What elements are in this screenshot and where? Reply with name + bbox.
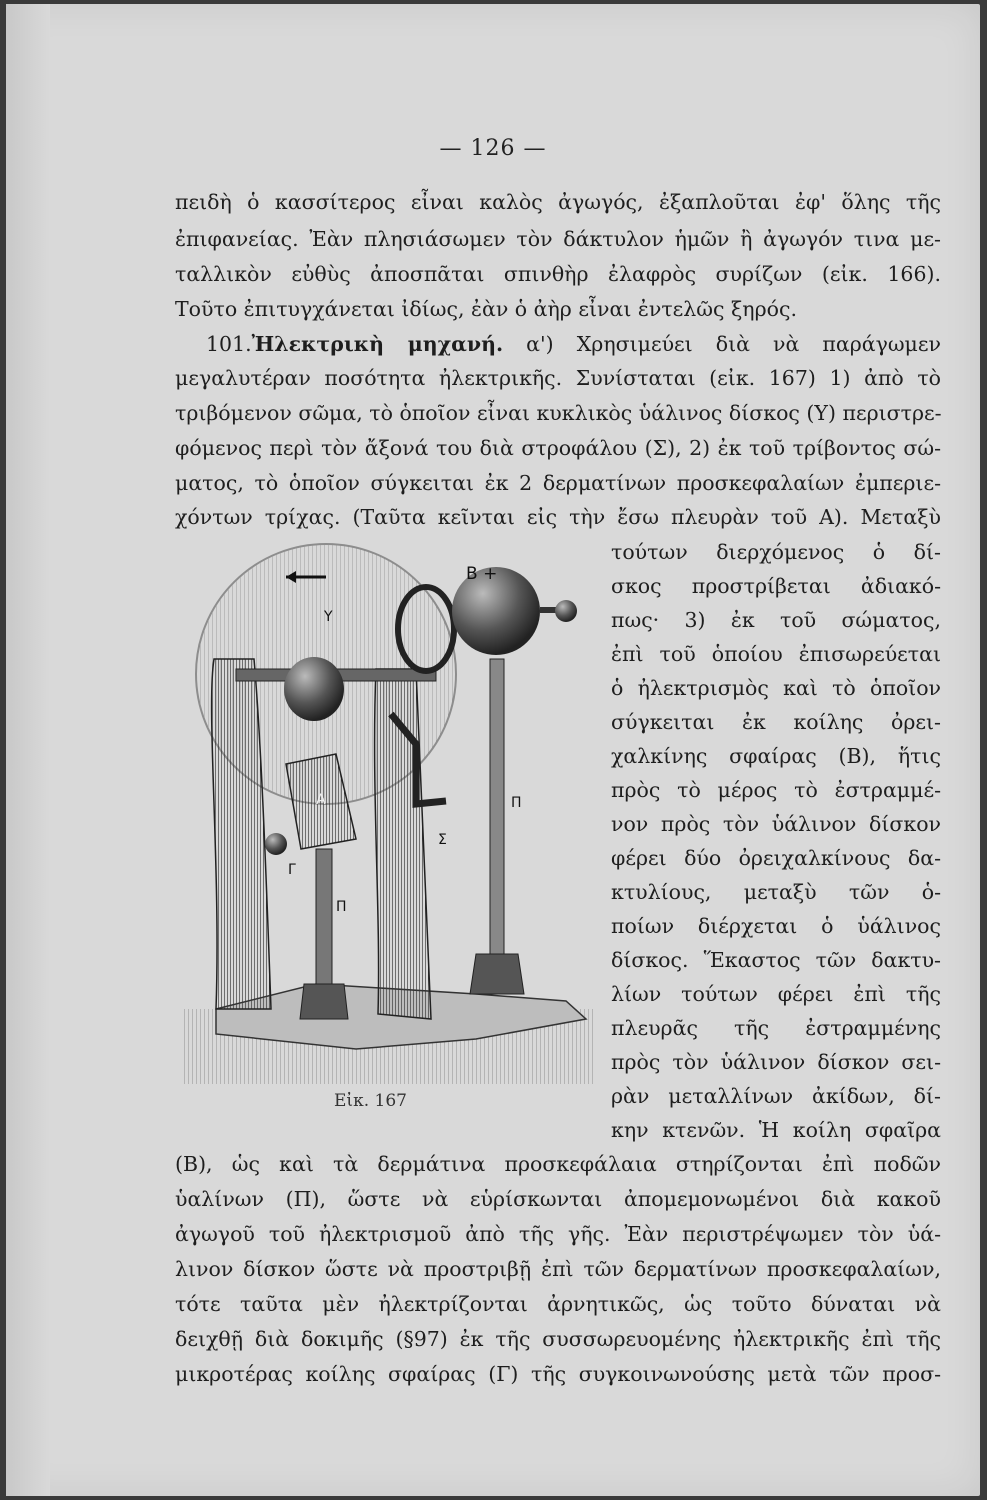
section-number: 101. [206, 332, 252, 356]
text-line: κην κτενῶν. Ἡ κοίλη σφαῖρα [611, 1118, 941, 1142]
text-line: νον πρὸς τὸν ὑάλινον δίσκον [611, 812, 941, 836]
text-line: ἀγωγοῦ τοῦ ἠλεκτρισμοῦ ἀπὸ τῆς γῆς. Ἐὰν περιστρέψωμεν τὸν ὑά- [175, 1222, 941, 1246]
text-line: πειδὴ ὁ κασσίτερος εἶναι καλὸς ἀγωγός, ἐξαπλοῦται ἐφ' ὅλης τῆς [175, 190, 941, 214]
text-line: τριβόμενον σῶμα, τὸ ὁποῖον εἶναι κυκλικὸς ὑάλινος δίσκος (Υ) περιστρε- [175, 401, 942, 425]
book-page [6, 4, 980, 1496]
text-line: πρὸς τὸν ὑάλινον δίσκον σει- [611, 1050, 941, 1074]
label-gamma: Γ [288, 862, 296, 878]
label-sigma: Σ [438, 832, 447, 848]
text-line: ἐπιφανείας. Ἐὰν πλησιάσωμεν τὸν δάκτυλον ἡμῶν ἢ ἀγωγόν τινα με- [175, 227, 941, 251]
electric-machine-illustration [176, 539, 601, 1099]
text-line: δίσκος. Ἕκαστος τῶν δακτυ- [611, 948, 941, 972]
text-line: ὁ ἠλεκτρισμὸς καὶ τὸ ὁποῖον [611, 676, 941, 700]
text-line: φέρει δύο ὀρειχαλκίνους δα- [611, 846, 941, 870]
text-line: τότε ταῦτα μὲν ἠλεκτρίζονται ἀρνητικῶς, ὡς τοῦτο δύναται νὰ [175, 1292, 941, 1316]
label-pi-1: Π [511, 795, 522, 811]
label-pi-2: Π [336, 899, 347, 915]
page-gutter [6, 4, 50, 1496]
text-line: Τοῦτο ἐπιτυγχάνεται ἰδίως, ἐὰν ὁ ἀὴρ εἶναι ἐντελῶς ξηρός. [175, 297, 797, 321]
text-line: χόντων τρίχας. (Ταῦτα κεῖνται εἰς τὴν ἔσω πλευρὰν τοῦ Α). Μεταξὺ [175, 505, 941, 529]
text-line: κτυλίους, μεταξὺ τῶν ὁ- [611, 880, 941, 904]
label-b: Β + [466, 564, 498, 584]
text-line: τούτων διερχόμενος ὁ δί- [611, 540, 941, 564]
text-line: λινον δίσκον ὥστε νὰ προστριβῇ ἐπὶ τῶν δερματίνων προσκεφαλαίων, [175, 1257, 941, 1281]
text-line: μεγαλυτέραν ποσότητα ἠλεκτρικῆς. Συνίσταται (εἰκ. 167) 1) ἀπὸ τὸ [175, 366, 941, 390]
text-line: ταλλικὸν εὐθὺς ἀποσπᾶται σπινθὴρ ἐλαφρὸς συρίζων (εἰκ. 166). [175, 262, 941, 286]
page-number: — 126 — [439, 136, 547, 161]
text-line: πως· 3) ἐκ τοῦ σώματος, [611, 608, 941, 632]
text-line: ἐπὶ τοῦ ὁποίου ἐπισωρεύεται [611, 642, 941, 666]
text-line: ματος, τὸ ὁποῖον σύγκειται ἐκ 2 δερματίνων προσκεφαλαίων ἐμπεριε- [175, 471, 941, 495]
label-a: Α [316, 792, 326, 808]
figure-caption: Εἰκ. 167 [334, 1091, 407, 1111]
text-line: πλευρᾶς τῆς ἐστραμμένης [611, 1016, 941, 1040]
text-line: σκος προστρίβεται ἀδιακό- [611, 574, 941, 598]
section-title: Ἠλεκτρικὴ μηχανή. [251, 332, 504, 356]
label-y: Υ [324, 609, 333, 625]
section-first-line: α') Χρησιμεύει διὰ νὰ παράγωμεν [526, 332, 941, 356]
text-line: φόμενος περὶ τὸν ἄξονά του διὰ στροφάλου (Σ), 2) ἐκ τοῦ τρίβοντος σώ- [175, 436, 941, 460]
text-line: δειχθῇ διὰ δοκιμῆς (§97) ἐκ τῆς συσσωρευομένης ἠλεκτρικῆς ἐπὶ τῆς [175, 1327, 941, 1351]
electric-machine-figure [176, 539, 601, 1099]
text-line: (Β), ὡς καὶ τὰ δερμάτινα προσκεφάλαια στηρίζονται ἐπὶ ποδῶν [175, 1152, 941, 1176]
text-line: πρὸς τὸ μέρος τὸ ἐστραμμέ- [611, 778, 941, 802]
text-line: ρὰν μεταλλίνων ἀκίδων, δί- [611, 1084, 941, 1108]
text-line: ποίων διέρχεται ὁ ὑάλινος [611, 914, 941, 938]
text-line: μικροτέρας κοίλης σφαίρας (Γ) τῆς συγκοινωνούσης μετὰ τῶν προσ- [175, 1362, 941, 1386]
text-line: ὑαλίνων (Π), ὥστε νὰ εὑρίσκωνται ἀπομεμονωμένοι διὰ κακοῦ [175, 1187, 941, 1211]
text-line: σύγκειται ἐκ κοίλης ὀρει- [611, 710, 941, 734]
text-line: χαλκίνης σφαίρας (Β), ἥτις [611, 744, 941, 768]
section-heading-line [206, 334, 941, 355]
text-line: λίων τούτων φέρει ἐπὶ τῆς [611, 982, 941, 1006]
